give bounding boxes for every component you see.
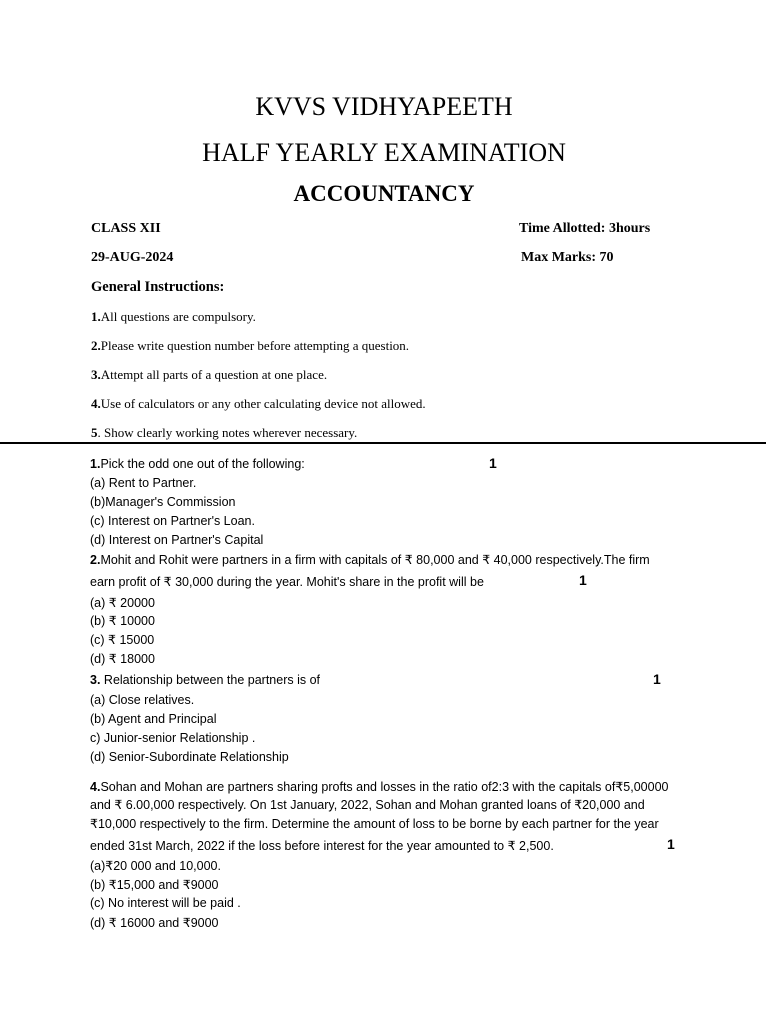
instruction-number: 5 [91, 425, 98, 440]
question-2-text-line-1: 2.Mohit and Rohit were partners in a firm with capitals of ₹ 80,000 and ₹ 40,000 respectively.The firm [90, 553, 650, 567]
instructions-title: General Instructions: [91, 279, 225, 295]
school-name: KVVS VIDHYAPEETH [255, 92, 513, 121]
question-number: 1. [90, 457, 101, 471]
exam-title: HALF YEARLY EXAMINATION [202, 138, 566, 167]
question-1-option-c: (c) Interest on Partner's Loan. [90, 514, 255, 528]
question-3-option-c: c) Junior-senior Relationship . [90, 731, 256, 745]
instruction-number: 1. [91, 309, 101, 324]
instruction-item [91, 367, 327, 383]
subject-title: ACCOUNTANCY [293, 181, 475, 206]
max-marks: Max Marks: 70 [521, 250, 614, 265]
question-4-option-d: (d) ₹ 16000 and ₹9000 [90, 916, 219, 930]
question-2-marks: 1 [579, 572, 587, 588]
question-number: 2. [90, 553, 101, 567]
question-4-text-line-2: and ₹ 6.00,000 respectively. On 1st January, 2022, Sohan and Mohan granted loans of ₹20,000 and [90, 798, 645, 812]
question-3-option-d: (d) Senior-Subordinate Relationship [90, 750, 289, 764]
exam-date: 29-AUG-2024 [91, 250, 174, 265]
question-4-text-line-4: ended 31st March, 2022 if the loss before interest for the year amounted to ₹ 2,500. [90, 839, 554, 853]
question-4-marks: 1 [667, 836, 675, 852]
question-1-text: 1.Pick the odd one out of the following: [90, 457, 305, 471]
question-2-option-b: (b) ₹ 10000 [90, 614, 155, 628]
question-4-text-line-3: ₹10,000 respectively to the firm. Determine the amount of loss to be borne by each partner for the year [90, 817, 659, 831]
instruction-text: Please write question number before attempting a question. [100, 338, 410, 353]
instruction-item [91, 338, 409, 354]
question-2-option-d: (d) ₹ 18000 [90, 652, 155, 666]
time-allotted: Time Allotted: 3hours [519, 221, 651, 236]
class-label: CLASS XII [91, 221, 161, 236]
question-number: 4. [90, 780, 101, 794]
instruction-item [91, 425, 357, 441]
question-2-option-a: (a) ₹ 20000 [90, 596, 155, 610]
instruction-number: 4. [91, 396, 101, 411]
question-number: 3. [90, 673, 101, 687]
question-3-text: 3. Relationship between the partners is of [90, 673, 321, 687]
question-1-option-b: (b)Manager's Commission [90, 495, 236, 509]
question-3-marks: 1 [653, 671, 661, 687]
instruction-text: Attempt all parts of a question at one place. [100, 367, 328, 382]
question-2-option-c: (c) ₹ 15000 [90, 633, 155, 647]
divider [0, 442, 766, 444]
question-4-option-a: (a)₹20 000 and 10,000. [90, 859, 221, 873]
question-1-marks: 1 [489, 455, 497, 471]
instruction-text: All questions are compulsory. [100, 309, 256, 324]
question-4-text-line-1: 4.Sohan and Mohan are partners sharing profts and losses in the ratio of2:3 with the capitals of₹5,00000 [90, 780, 669, 794]
question-1-option-a: (a) Rent to Partner. [90, 476, 197, 490]
question-3-option-a: (a) Close relatives. [90, 693, 195, 707]
instruction-item [91, 396, 426, 412]
question-4-option-c: (c) No interest will be paid . [90, 896, 241, 910]
instruction-item [91, 309, 256, 325]
question-2-text-line-2: earn profit of ₹ 30,000 during the year. Mohit's share in the profit will be [90, 575, 484, 589]
instruction-number: 2. [91, 338, 101, 353]
instruction-text: . Show clearly working notes wherever necessary. [97, 425, 358, 440]
question-4-option-b: (b) ₹15,000 and ₹9000 [90, 878, 219, 892]
instruction-number: 3. [91, 367, 101, 382]
question-1-option-d: (d) Interest on Partner's Capital [90, 533, 264, 547]
question-3-option-b: (b) Agent and Principal [90, 712, 217, 726]
instruction-text: Use of calculators or any other calculating device not allowed. [100, 396, 426, 411]
